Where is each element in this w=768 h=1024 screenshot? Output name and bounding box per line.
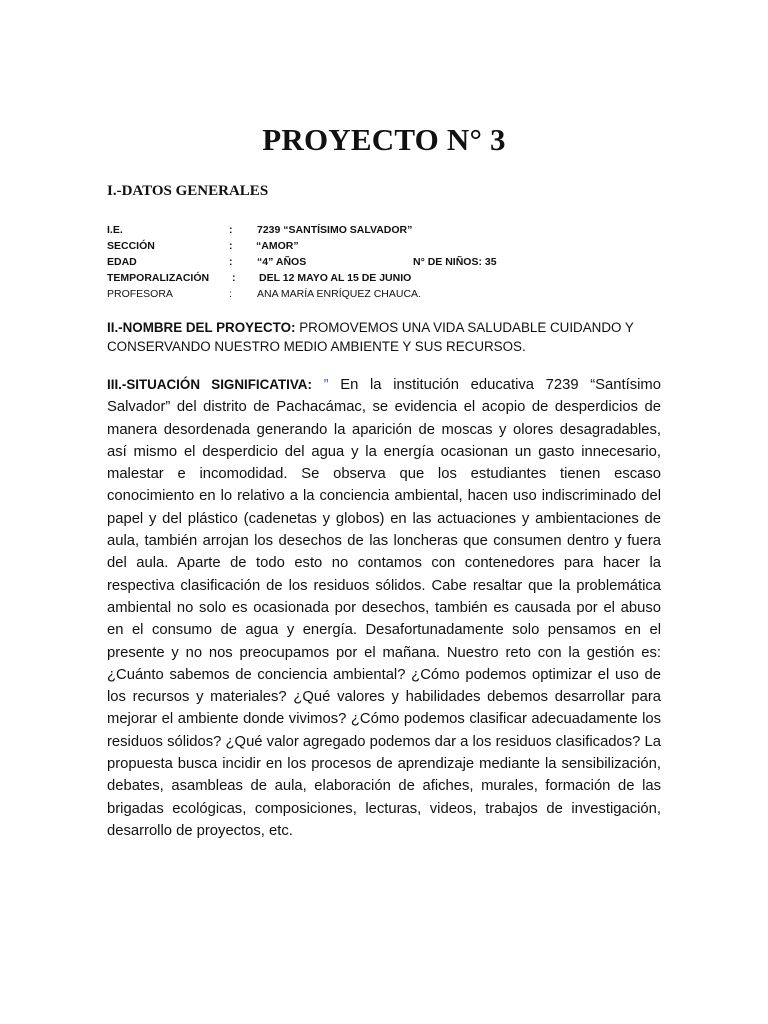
- significant-situation-paragraph: [107, 374, 661, 842]
- project-name-paragraph: [107, 318, 662, 356]
- info-label: PROFESORA: [107, 288, 173, 300]
- info-label: I.E.: [107, 224, 123, 236]
- info-row-temporalizacion: [107, 270, 667, 286]
- info-value: ANA MARÍA ENRÍQUEZ CHAUCA.: [257, 288, 421, 300]
- info-label: EDAD: [107, 256, 137, 268]
- info-colon: :: [229, 224, 233, 236]
- section-heading-general-data: I.-DATOS GENERALES: [107, 183, 269, 199]
- info-children-count: N° DE NIÑOS: 35: [413, 256, 497, 268]
- significant-situation-label: III.-SITUACIÓN SIGNIFICATIVA:: [107, 377, 312, 392]
- project-name-label: II.-NOMBRE DEL PROYECTO:: [107, 320, 296, 335]
- general-data-table: [107, 222, 667, 302]
- info-colon: :: [232, 272, 236, 284]
- significant-situation-text: En la institución educativa 7239 “Santísimo Salvador” del distrito de Pachacámac, se evidencia el acopio de desperdicios de manera desordenada generando la aparición de moscas y olores desagradables, así mismo el desperdicio del agua y la energía ocasionan un gasto innecesario, malestar e incomodidad. Se observa que los estudiantes tienen escaso conocimiento en lo relativo a la conciencia ambiental, hacen uso indiscriminado del papel y del plástico (cadenetas y globos) en las actuaciones y ambientaciones de aula, también arrojan los desechos de las loncheras que consumen dentro y fuera del aula. Aparte de todo esto no contamos con contenedores para hacer la respectiva clasificación de los residuos sólidos. Cabe resaltar que la problemática ambiental no solo es ocasionada por desechos, también es causada por el abuso en el consumo de agua y energía. Desafortunadamente solo pensamos en el presente y no nos preocupamos por el mañana. Nuestro reto con la gestión es: ¿Cuánto sabemos de conciencia ambiental? ¿Cómo podemos optimizar el uso de los recursos y materiales? ¿Qué valores y habilidades debemos desarrollar para mejorar el ambiente donde vivimos? ¿Cómo podemos clasificar adecuadamente los residuos sólidos? ¿Qué valor agregado podemos dar a los residuos clasificados? La propuesta busca incidir en los procesos de aprendizaje mediante la sensibilización, debates, asambleas de aula, elaboración de afiches, murales, formación de las brigadas ecológicas, composiciones, lecturas, videos, trabajos de investigación, desarrollo de proyectos, etc.: [107, 377, 661, 839]
- info-label: SECCIÓN: [107, 240, 155, 252]
- info-colon: :: [229, 288, 232, 300]
- info-colon: :: [229, 256, 233, 268]
- document-title: PROYECTO N° 3: [262, 122, 506, 157]
- info-colon: :: [229, 240, 233, 252]
- info-value: 7239 “SANTÍSIMO SALVADOR”: [257, 224, 413, 236]
- info-row-ie: [107, 222, 667, 238]
- info-value: “AMOR”: [256, 240, 299, 252]
- info-label: TEMPORALIZACIÓN: [107, 272, 210, 284]
- info-value: “4” AÑOS: [257, 256, 307, 268]
- info-row-edad: [107, 254, 667, 270]
- info-value: DEL 12 MAYO AL 15 DE JUNIO: [259, 272, 412, 284]
- info-row-profesora: [107, 286, 667, 302]
- info-row-seccion: [107, 238, 667, 254]
- quote-mark: ”: [323, 377, 329, 393]
- project-name-text: PROMOVEMOS UNA VIDA SALUDABLE CUIDANDO Y CONSERVANDO NUESTRO MEDIO AMBIENTE Y SUS RECURSOS.: [107, 320, 634, 354]
